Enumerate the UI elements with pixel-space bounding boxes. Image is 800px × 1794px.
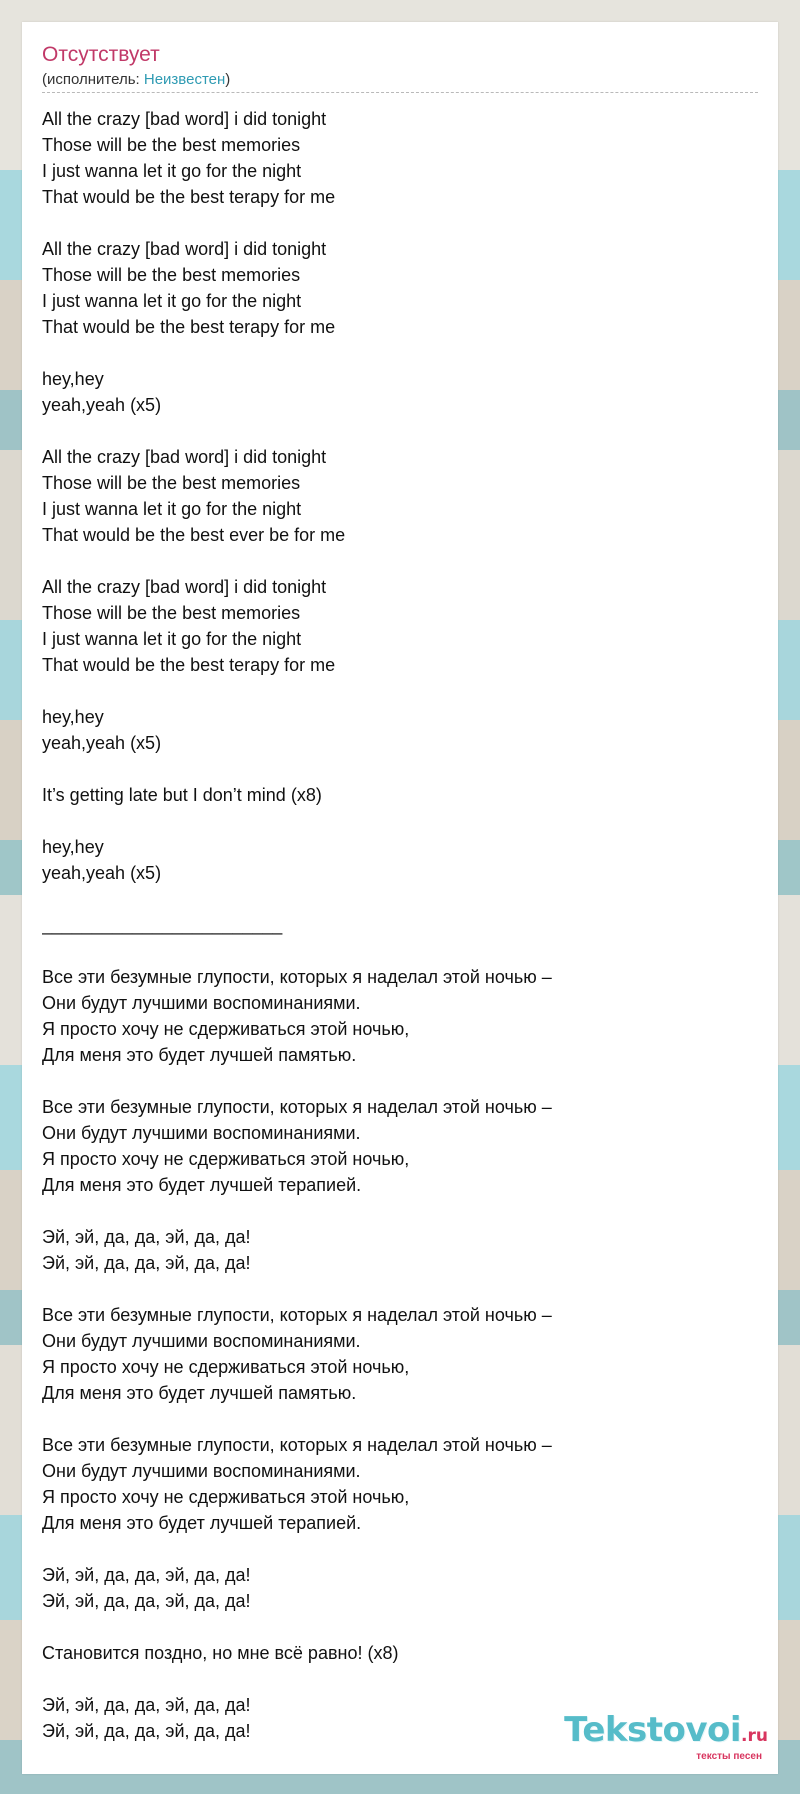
lyric-line: All the crazy [bad word] i did tonight (42, 239, 327, 259)
lyric-line (42, 418, 742, 444)
lyric-line: Для меня это будет лучшей терапией. (42, 1175, 362, 1195)
lyric-line: That would be the best terapy for me (42, 655, 336, 675)
lyric-line: All the crazy [bad word] i did tonight (42, 447, 327, 467)
lyric-line (42, 340, 742, 366)
logo-tagline: тексты песен (696, 1751, 762, 1762)
lyric-line: Эй, эй, да, да, эй, да, да! (42, 1721, 251, 1741)
lyric-line (42, 1276, 742, 1302)
lyric-line (42, 1536, 742, 1562)
lyric-line: Все эти безумные глупости, которых я наделал этой ночью – (42, 967, 552, 987)
lyric-line: Они будут лучшими воспоминаниями. (42, 1331, 361, 1351)
logo-tld: .ru (741, 1726, 768, 1746)
lyric-line: I just wanna let it go for the night (42, 499, 302, 519)
lyric-line (42, 1666, 742, 1692)
lyric-line: yeah,yeah (x5) (42, 863, 162, 883)
lyric-line: Я просто хочу не сдерживаться этой ночью, (42, 1149, 410, 1169)
lyric-line: Для меня это будет лучшей памятью. (42, 1045, 357, 1065)
lyric-line (42, 678, 742, 704)
lyric-line (42, 1068, 742, 1094)
lyric-line: hey,hey (42, 369, 104, 389)
lyric-line: Для меня это будет лучшей памятью. (42, 1383, 357, 1403)
lyric-line: yeah,yeah (x5) (42, 733, 162, 753)
lyric-line: That would be the best terapy for me (42, 317, 336, 337)
lyric-line: Они будут лучшими воспоминаниями. (42, 1123, 361, 1143)
song-title: Отсутствует (42, 43, 160, 66)
lyric-line: All the crazy [bad word] i did tonight (42, 577, 327, 597)
lyric-line (42, 886, 742, 912)
lyric-line: Those will be the best memories (42, 135, 301, 155)
lyric-line: Those will be the best memories (42, 473, 301, 493)
performer-link[interactable]: Неизвестен (143, 71, 226, 88)
lyric-line: Я просто хочу не сдерживаться этой ночью, (42, 1019, 410, 1039)
lyric-line: Они будут лучшими воспоминаниями. (42, 993, 361, 1013)
lyric-line (42, 210, 742, 236)
lyric-line: ________________________ (42, 915, 283, 935)
title-divider (42, 92, 758, 93)
lyric-line (42, 1614, 742, 1640)
lyric-line: I just wanna let it go for the night (42, 291, 302, 311)
lyric-line: All the crazy [bad word] i did tonight (42, 109, 327, 129)
logo-wordmark (564, 1710, 768, 1753)
lyric-line: Эй, эй, да, да, эй, да, да! (42, 1695, 251, 1715)
lyric-line: That would be the best ever be for me (42, 525, 346, 545)
lyrics-text (42, 106, 742, 1744)
lyric-line: Those will be the best memories (42, 603, 301, 623)
lyrics-card (22, 22, 778, 1774)
performer-line (42, 71, 230, 89)
lyric-line: Эй, эй, да, да, эй, да, да! (42, 1253, 251, 1273)
lyric-line: Все эти безумные глупости, которых я наделал этой ночью – (42, 1435, 552, 1455)
lyric-line: Those will be the best memories (42, 265, 301, 285)
lyric-line (42, 938, 742, 964)
lyric-line: hey,hey (42, 707, 104, 727)
performer-prefix: (исполнитель: (42, 71, 144, 88)
lyric-line: I just wanna let it go for the night (42, 161, 302, 181)
performer-suffix: ) (225, 71, 231, 88)
lyric-line (42, 548, 742, 574)
lyric-line: Я просто хочу не сдерживаться этой ночью, (42, 1357, 410, 1377)
lyric-line: Эй, эй, да, да, эй, да, да! (42, 1565, 251, 1585)
lyric-line: Становится поздно, но мне всё равно! (x8) (42, 1643, 399, 1663)
lyric-line (42, 808, 742, 834)
lyric-line: It’s getting late but I don’t mind (x8) (42, 785, 322, 805)
lyric-line: Для меня это будет лучшей терапией. (42, 1513, 362, 1533)
lyric-line: Они будут лучшими воспоминаниями. (42, 1461, 361, 1481)
lyric-line: I just wanna let it go for the night (42, 629, 302, 649)
lyric-line: hey,hey (42, 837, 104, 857)
lyric-line: Эй, эй, да, да, эй, да, да! (42, 1227, 251, 1247)
lyric-line (42, 1406, 742, 1432)
lyric-line: Эй, эй, да, да, эй, да, да! (42, 1591, 251, 1611)
lyric-line: Я просто хочу не сдерживаться этой ночью, (42, 1487, 410, 1507)
lyric-line (42, 1198, 742, 1224)
lyric-line: Все эти безумные глупости, которых я наделал этой ночью – (42, 1305, 552, 1325)
logo-name: Tekstovoi (564, 1710, 742, 1750)
lyric-line: That would be the best terapy for me (42, 187, 336, 207)
lyric-line: yeah,yeah (x5) (42, 395, 162, 415)
lyric-line: Все эти безумные глупости, которых я наделал этой ночью – (42, 1097, 552, 1117)
lyric-line (42, 756, 742, 782)
site-logo[interactable] (564, 1710, 768, 1762)
